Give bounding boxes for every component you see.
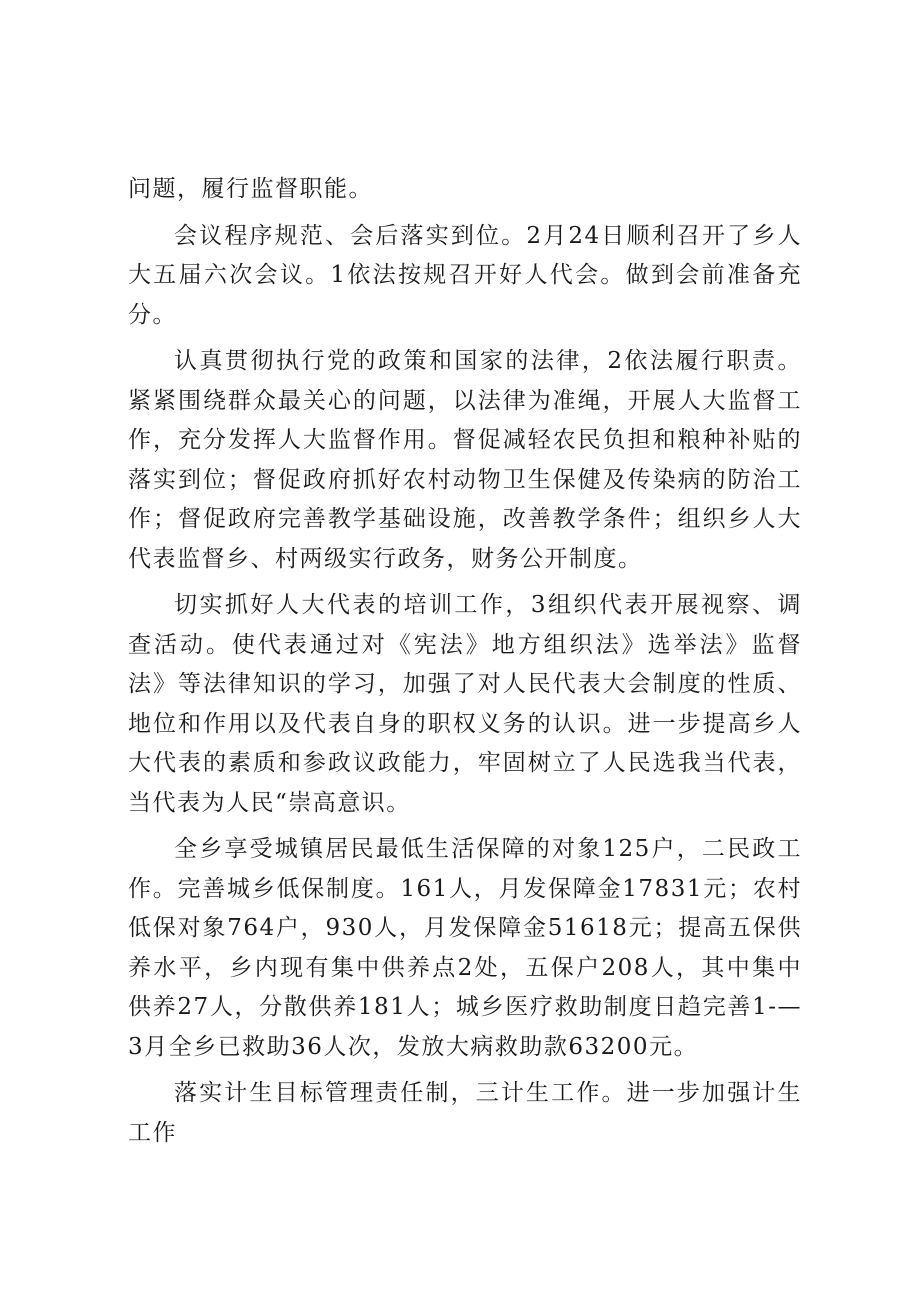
paragraph-6: 落实计生目标管理责任制，三计生工作。进一步加强计生工作 bbox=[128, 1080, 802, 1146]
paragraph-5: 全乡享受城镇居民最低生活保障的对象125户，二民政工作。完善城乡低保制度。161人，月发保障金17831元；农村低保对象764户，930人，月发保障金51618元；提高五保供养水平，乡内现有集中供养点2处，五保户208人，其中集中供养27人，分散供养181人；城乡医疗救助制度日趋完善1-—3月全乡已救助36人次，发放大病救助款63200元。 bbox=[128, 836, 802, 1060]
document-body bbox=[128, 170, 802, 1160]
paragraph-2: 会议程序规范、会后落实到位。2月24日顺利召开了乡人大五届六次会议。1依法按规召开好人代会。做到会前准备充分。 bbox=[128, 222, 802, 328]
paragraph-1: 问题，履行监督职能。 bbox=[128, 176, 373, 202]
paragraph-3: 认真贯彻执行党的政策和国家的法律，2依法履行职责。紧紧围绕群众最关心的问题，以法律为准绳，开展人大监督工作，充分发挥人大监督作用。督促减轻农民负担和粮种补贴的落实到位；督促政府抓好农村动物卫生保健及传染病的防治工作；督促政府完善教学基础设施，改善教学条件；组织乡人大代表监督乡、村两级实行政务，财务公开制度。 bbox=[128, 348, 802, 572]
paragraph-4: 切实抓好人大代表的培训工作，3组织代表开展视察、调查活动。使代表通过对《宪法》地方组织法》选举法》监督法》等法律知识的学习，加强了对人民代表大会制度的性质、地位和作用以及代表自身的职权义务的认识。进一步提高乡人大代表的素质和参政议政能力，牢固树立了人民选我当代表，当代表为人民“崇高意识。 bbox=[128, 592, 802, 816]
